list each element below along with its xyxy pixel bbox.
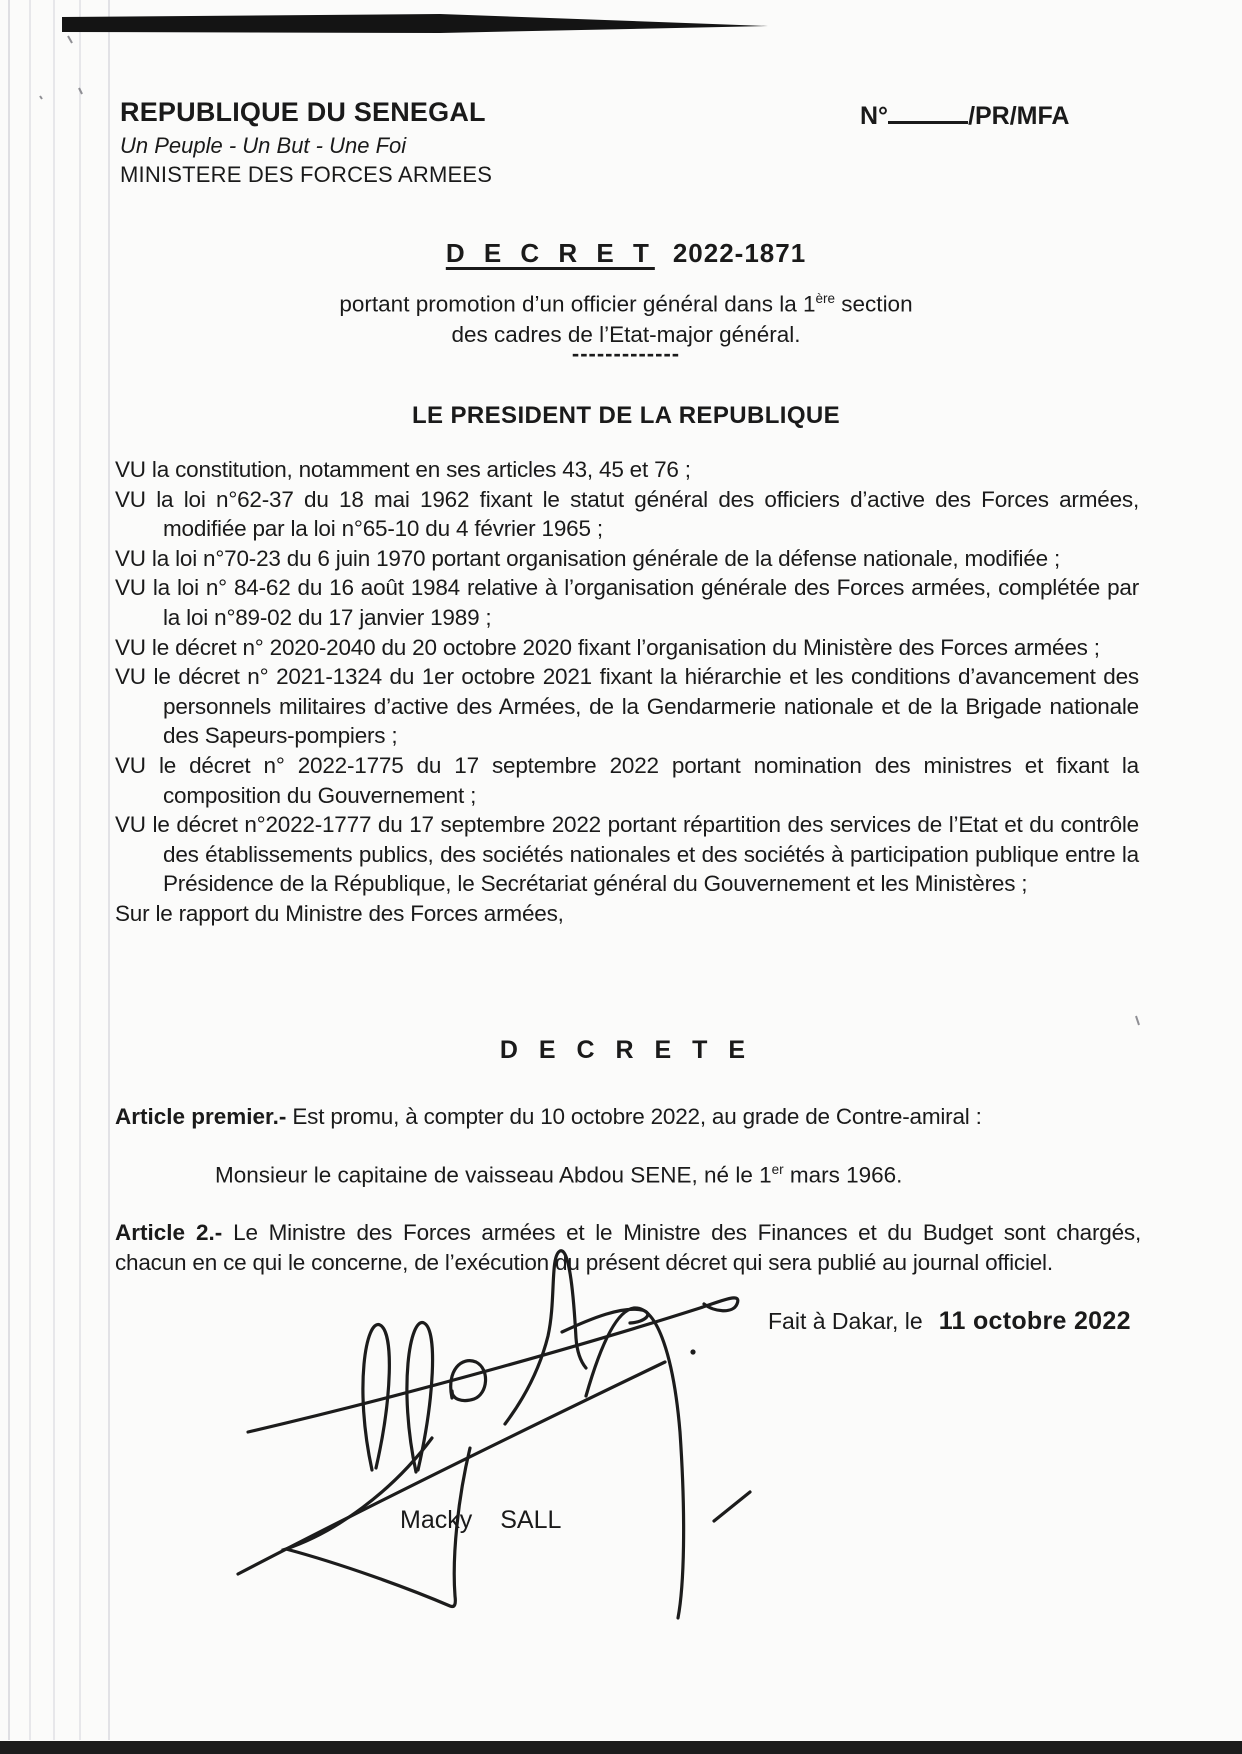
signature-stroke — [562, 1309, 648, 1332]
subject-line-1 — [115, 284, 1137, 320]
visa-clause — [115, 455, 1139, 485]
signature-stroke — [451, 1361, 486, 1401]
visa-clause — [115, 633, 1139, 663]
decree-reference-number — [860, 101, 1069, 131]
visa-text: le décret n°2022-1777 du 17 septembre 2022 portant répartition des services de l’Etat et du contrôle des établissements publics, des sociétés nationales et des sociétés à participation publique entre la Présidence de la République, le Secrétariat général du Gouvernement et les Ministères ; — [152, 812, 1139, 897]
subject-line-2: des cadres de l’Etat-major général. — [451, 321, 801, 347]
decree-date: 11 octobre 2022 — [938, 1307, 1131, 1335]
visa-text: la constitution, notamment en ses articles 43, 45 et 76 ; — [151, 457, 691, 482]
visa-text: la loi n° 84-62 du 16 août 1984 relative à l’organisation générale des Forces armées, complétée par la loi n°89-02 du 17 janvier 1989 ; — [152, 575, 1139, 630]
article-1 — [115, 1102, 1141, 1132]
reference-suffix: /PR/MFA — [968, 102, 1070, 130]
signature-stroke — [586, 1308, 684, 1618]
ink-dot — [690, 1349, 695, 1354]
visa-prefix: VU — [115, 457, 146, 482]
visa-text: le décret n° 2021-1324 du 1er octobre 2021 fixant la hiérarchie et les conditions d’avancement des personnels militaires d’active des Armées, de la Gendarmerie nationale et de la Brigade nationale des Sapeurs-pompiers ; — [153, 664, 1139, 749]
scan-streak — [8, 0, 10, 1740]
signature-stroke — [714, 1492, 750, 1521]
scan-streak — [108, 0, 110, 1740]
decree-subject — [115, 284, 1137, 350]
place-and-date-line — [768, 1307, 1131, 1336]
signer-first-name: Macky — [400, 1506, 473, 1534]
promotion-line — [215, 1162, 902, 1189]
promotion-text-tail: mars 1966. — [783, 1162, 903, 1188]
article-2-label: Article 2.- — [115, 1220, 223, 1245]
country-name: REPUBLIQUE DU SENEGAL — [120, 97, 486, 127]
enacting-word: D E C R E T E — [499, 1036, 753, 1064]
article-1-text: Est promu, à compter du 10 octobre 2022, au grade de Contre-amiral : — [286, 1104, 982, 1129]
scan-streak — [53, 0, 55, 1740]
visa-text: le décret n° 2022-1775 du 17 septembre 2022 portant nomination des ministres et fixant la composition du Gouvernement ; — [158, 752, 1139, 808]
letterhead — [120, 97, 492, 188]
decree-word: D E C R E T — [445, 238, 655, 268]
dashed-divider: ------------- — [571, 341, 681, 366]
scan-artifact-bottom-bar — [0, 1741, 1242, 1754]
visa-clause — [115, 573, 1139, 632]
visa-prefix: VU — [115, 486, 146, 512]
scan-artifact-top-bar — [62, 14, 768, 33]
visa-prefix: VU — [115, 634, 146, 660]
signer-last-name: SALL — [500, 1506, 562, 1534]
visa-clause — [115, 751, 1139, 810]
article-2 — [115, 1218, 1141, 1277]
signature-stroke — [363, 1325, 389, 1470]
signer-name — [400, 1506, 561, 1535]
promotion-text: Monsieur le capitaine de vaisseau Abdou SENE, né le 1 — [215, 1162, 772, 1188]
visa-text: le décret n° 2020-2040 du 20 octobre 2020 fixant l’organisation du Ministère des Forces armées ; — [151, 634, 1100, 660]
signature-graphic — [238, 1251, 750, 1618]
visa-clauses — [115, 455, 1139, 929]
place-date-label: Fait à Dakar, le — [768, 1308, 923, 1334]
reference-blank-line — [888, 101, 968, 124]
report-line: Sur le rapport du Ministre des Forces armées, — [115, 900, 564, 926]
scan-streak — [79, 0, 81, 1740]
visa-prefix: VU — [115, 752, 146, 778]
subject-line1-tail: section — [835, 291, 913, 317]
visa-clause — [115, 810, 1139, 899]
decree-title — [115, 238, 1137, 269]
visa-clause — [115, 662, 1139, 751]
visa-clause — [115, 544, 1139, 574]
signature-stroke — [248, 1298, 738, 1432]
visa-prefix: VU — [115, 664, 146, 690]
subject-line1-text: portant promotion d’un officier général dans la 1 — [339, 291, 816, 317]
signature-stroke — [238, 1362, 665, 1574]
national-motto: Un Peuple - Un But - Une Foi — [120, 132, 407, 158]
article-2-text: Le Ministre des Forces armées et le Ministre des Finances et du Budget sont chargés, chacun en ce qui le concerne, de l’exécution du présent décret qui sera publié au journal officiel. — [115, 1220, 1141, 1275]
visa-text: la loi n°70-23 du 6 juin 1970 portant organisation générale de la défense nationale, modifiée ; — [151, 545, 1061, 571]
visa-prefix: VU — [115, 545, 146, 571]
visa-prefix: VU — [115, 812, 146, 838]
ordinal-superscript: er — [771, 1162, 784, 1177]
issuing-authority-heading: LE PRESIDENT DE LA REPUBLIQUE — [411, 402, 841, 429]
scan-streak — [29, 0, 31, 1740]
signature-stroke — [407, 1323, 433, 1472]
decree-number: 2022-1871 — [672, 238, 807, 268]
article-1-label: Article premier.- — [115, 1104, 287, 1129]
visa-prefix: VU — [115, 575, 146, 601]
ministry-name: MINISTERE DES FORCES ARMEES — [120, 161, 493, 187]
visa-text: la loi n°62-37 du 18 mai 1962 fixant le statut général des officiers d’active des Forces armées, modifiée par la loi n°65-10 du 4 février 1965 ; — [156, 486, 1139, 542]
visa-clause — [115, 485, 1139, 544]
reference-prefix: N° — [860, 102, 889, 130]
ordinal-superscript: ère — [815, 291, 836, 306]
